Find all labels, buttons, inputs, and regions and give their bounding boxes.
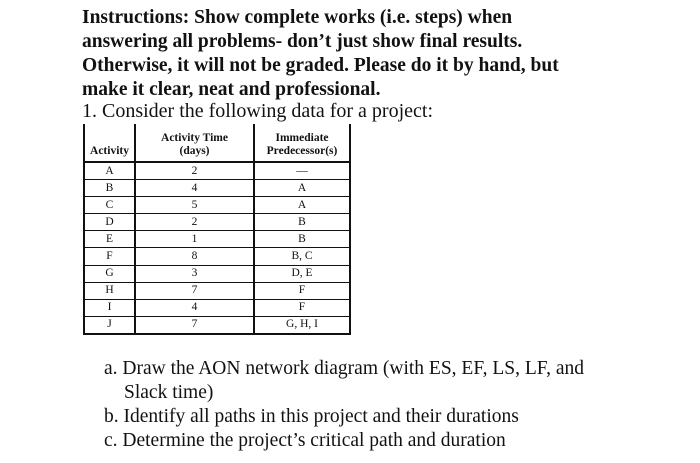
instructions-line-3: Otherwise, it will not be graded. Please do it by hand, but <box>82 55 559 76</box>
table-row <box>84 162 350 180</box>
cell-time: 8 <box>135 248 254 265</box>
table-row <box>84 248 350 265</box>
cell-predecessor: A <box>254 197 350 214</box>
cell-activity: J <box>84 316 135 334</box>
cell-activity: I <box>84 299 135 316</box>
part-c: c. Determine the project’s critical path and duration <box>104 430 506 451</box>
cell-predecessor: B, C <box>254 248 350 265</box>
cell-activity: D <box>84 214 135 231</box>
cell-activity: A <box>84 162 135 180</box>
cell-predecessor: F <box>254 282 350 299</box>
cell-activity: B <box>84 180 135 197</box>
cell-time: 1 <box>135 231 254 248</box>
cell-predecessor: — <box>254 162 350 180</box>
question-1-prompt: 1. Consider the following data for a project: <box>82 100 434 122</box>
cell-time: 2 <box>135 162 254 180</box>
cell-activity: F <box>84 248 135 265</box>
header-predecessors <box>254 124 350 162</box>
cell-time: 2 <box>135 214 254 231</box>
instructions-line-2: answering all problems- don’t just show final results. <box>82 31 523 52</box>
cell-predecessor: B <box>254 214 350 231</box>
cell-predecessor: B <box>254 231 350 248</box>
table-header-row <box>84 124 350 162</box>
table-row <box>84 197 350 214</box>
cell-time: 7 <box>135 282 254 299</box>
header-time-line-2: (days) <box>179 145 210 157</box>
cell-time: 4 <box>135 180 254 197</box>
cell-predecessor: A <box>254 180 350 197</box>
cell-time: 3 <box>135 265 254 282</box>
table-row <box>84 299 350 316</box>
cell-time: 7 <box>135 316 254 334</box>
cell-predecessor: G, H, I <box>254 316 350 334</box>
cell-time: 5 <box>135 197 254 214</box>
table-row <box>84 316 350 334</box>
part-a-line-1: a. Draw the AON network diagram (with ES, EF, LS, LF, and <box>104 358 584 379</box>
project-data-table <box>83 124 351 335</box>
instructions-line-4: make it clear, neat and professional. <box>82 79 381 100</box>
cell-activity: E <box>84 231 135 248</box>
cell-predecessor: F <box>254 299 350 316</box>
cell-activity: H <box>84 282 135 299</box>
cell-time: 4 <box>135 299 254 316</box>
table-row <box>84 265 350 282</box>
header-pred-line-2: Predecessor(s) <box>266 145 338 157</box>
instructions-line-1: Instructions: Show complete works (i.e. steps) when <box>82 7 513 28</box>
cell-activity: G <box>84 265 135 282</box>
cell-activity: C <box>84 197 135 214</box>
cell-predecessor: D, E <box>254 265 350 282</box>
part-a-line-2: Slack time) <box>124 382 214 403</box>
part-b: b. Identify all paths in this project and their durations <box>104 406 519 427</box>
table-row <box>84 214 350 231</box>
header-time-line-1: Activity Time <box>161 132 228 144</box>
table-row <box>84 282 350 299</box>
table-row <box>84 231 350 248</box>
header-activity-time <box>135 124 254 162</box>
header-activity: Activity <box>84 124 135 162</box>
header-pred-line-1: Immediate <box>275 132 329 144</box>
table-row <box>84 180 350 197</box>
